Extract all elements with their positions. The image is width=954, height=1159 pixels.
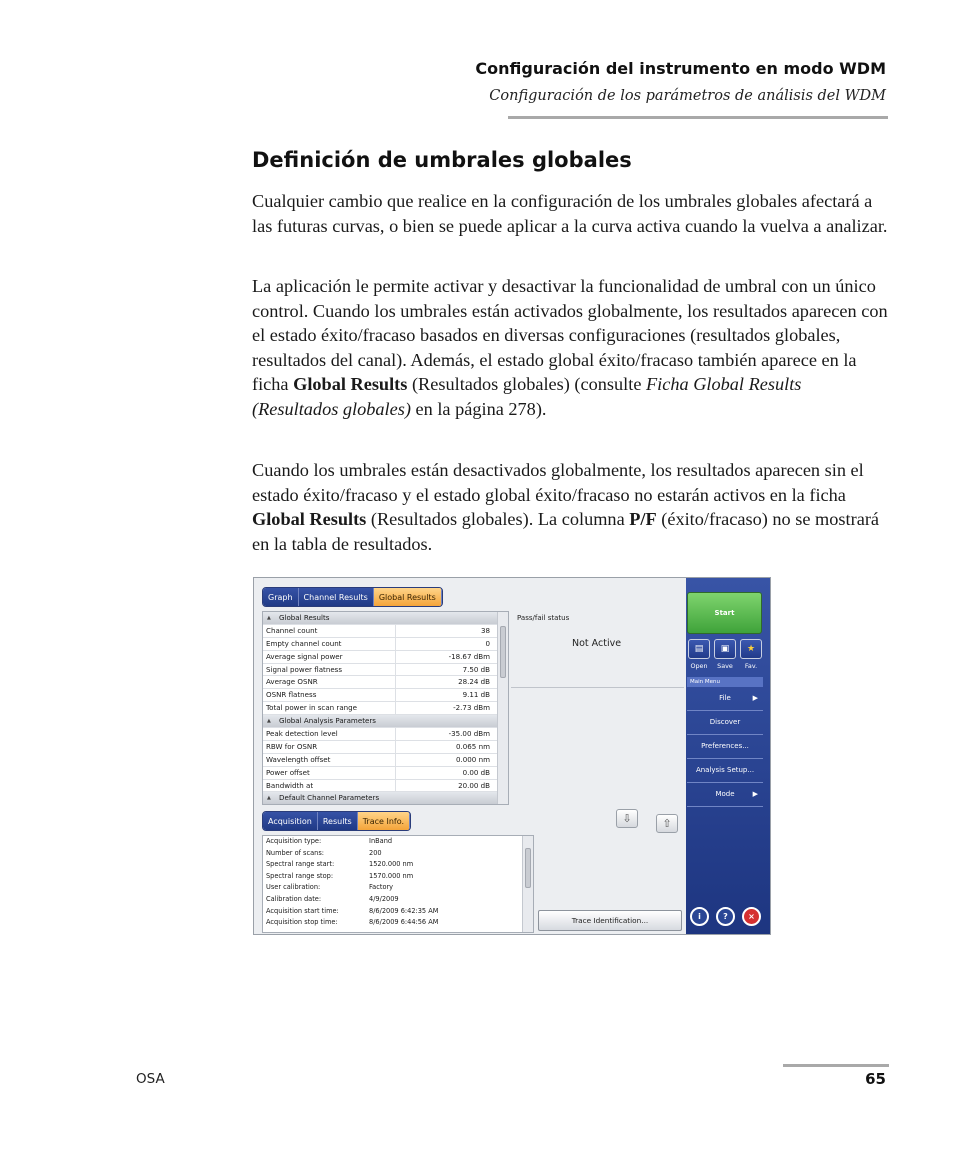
list-item bbox=[263, 871, 533, 883]
row-value: 38 bbox=[480, 625, 490, 635]
row-value: 7.50 dB bbox=[462, 664, 490, 674]
trace-value: 8/6/2009 6:44:56 AM bbox=[369, 918, 439, 927]
arrow-up-icon[interactable]: ⇧ bbox=[656, 814, 678, 833]
table-row bbox=[263, 780, 508, 793]
row-label: OSNR flatness bbox=[263, 689, 396, 701]
trace-label: Acquisition start time: bbox=[266, 906, 339, 915]
row-value: -2.73 dBm bbox=[453, 703, 490, 713]
trace-value: Factory bbox=[369, 883, 394, 892]
row-value: 28.24 dB bbox=[458, 677, 490, 687]
list-item bbox=[263, 848, 533, 860]
table-group-header[interactable] bbox=[263, 715, 508, 728]
start-button[interactable]: Start bbox=[687, 592, 762, 634]
trace-label: Acquisition type: bbox=[266, 837, 322, 845]
row-label: Wavelength offset bbox=[263, 754, 396, 766]
menu-item-analysis-setup[interactable]: Analysis Setup... bbox=[687, 759, 763, 783]
chapter-title: Configuración del instrumento en modo WDM bbox=[475, 59, 886, 78]
table-row bbox=[263, 741, 508, 754]
chevron-right-icon: ▶ bbox=[752, 694, 758, 702]
divider bbox=[511, 687, 684, 688]
info-icon[interactable]: i bbox=[690, 907, 709, 926]
table-row bbox=[263, 767, 508, 780]
trace-info-rows bbox=[263, 836, 533, 929]
table-group-header[interactable] bbox=[263, 612, 508, 625]
list-item bbox=[263, 906, 533, 918]
row-label: Total power in scan range bbox=[263, 702, 396, 714]
paragraph-1: Cualquier cambio que realice en la configuración de los umbrales globales afectará a las futuras curvas, o bien se puede aplicar a la curva activa cuando la vuelva a analizar. bbox=[252, 191, 888, 236]
menu-item-file[interactable]: File ▶ bbox=[687, 687, 763, 711]
pass-fail-label: Pass/fail status bbox=[517, 614, 570, 622]
trace-value: 1520.000 nm bbox=[369, 860, 414, 869]
trace-label: Spectral range start: bbox=[266, 860, 335, 869]
chevron-right-icon: ▶ bbox=[752, 790, 758, 798]
help-icon[interactable]: ? bbox=[716, 907, 735, 926]
trace-value: 8/6/2009 6:42:35 AM bbox=[369, 906, 439, 915]
table-row bbox=[263, 702, 508, 715]
menu-item-mode[interactable]: Mode ▶ bbox=[687, 783, 763, 807]
list-item bbox=[263, 882, 533, 894]
menu-item-discover[interactable]: Discover bbox=[687, 711, 763, 735]
trace-value: 4/9/2009 bbox=[369, 894, 399, 903]
table-row bbox=[263, 676, 508, 689]
pass-fail-value: Not Active bbox=[572, 638, 622, 649]
cross-reference-link[interactable]: Ficha Global Results (Resultados globales) bbox=[252, 374, 802, 419]
trace-label: Calibration date: bbox=[266, 894, 322, 903]
results-scrollbar[interactable] bbox=[497, 612, 508, 804]
close-icon[interactable]: × bbox=[742, 907, 761, 926]
paragraph-2: La aplicación le permite activar y desactivar la funcionalidad de umbral con un único control. Cuando los umbrales están activados globalmente, los resultados aparecen con el estado éxito/fracaso basados en diversas configuraciones (resultados globales, resultados del canal). Además, el estado global éxito/fracaso también aparece en la ficha Global Results (Resultados globales) (consulte Ficha Global Results (Resultados globales) en la página 278). bbox=[252, 276, 888, 419]
row-label: ▲ Default Channel Parameters bbox=[263, 792, 494, 804]
trace-info-panel bbox=[262, 835, 534, 933]
row-value: 0.000 nm bbox=[456, 754, 490, 764]
table-row bbox=[263, 728, 508, 741]
row-label: Power offset bbox=[263, 767, 396, 779]
tab-results[interactable]: Results bbox=[318, 812, 358, 830]
trace-scrollbar[interactable] bbox=[522, 836, 533, 932]
table-row bbox=[263, 754, 508, 767]
top-tabs bbox=[262, 587, 443, 607]
row-value: 0.00 dB bbox=[462, 767, 490, 777]
main-menu-header: Main Menu bbox=[687, 677, 763, 687]
table-row bbox=[263, 638, 508, 651]
list-item bbox=[263, 894, 533, 906]
row-label: ▲ Global Results bbox=[263, 612, 494, 624]
list-item bbox=[263, 917, 533, 929]
row-label: Channel count bbox=[263, 625, 396, 637]
row-label: Average OSNR bbox=[263, 676, 396, 688]
page-number: 65 bbox=[865, 1070, 886, 1088]
row-label: Average signal power bbox=[263, 651, 396, 663]
results-rows bbox=[263, 612, 508, 805]
trace-value: 200 bbox=[369, 848, 382, 857]
scrollbar-thumb[interactable] bbox=[525, 848, 531, 888]
footer-rule bbox=[783, 1064, 889, 1067]
folder-open-icon[interactable]: ▤ bbox=[688, 639, 710, 659]
open-label: Open bbox=[690, 662, 708, 670]
row-value: 9.11 dB bbox=[462, 690, 490, 700]
row-label: ▲ Global Analysis Parameters bbox=[263, 715, 494, 727]
row-value: 0 bbox=[485, 638, 490, 648]
tab-acquisition[interactable]: Acquisition bbox=[263, 812, 318, 830]
row-label: Signal power flatness bbox=[263, 664, 396, 676]
tab-channel-results[interactable]: Channel Results bbox=[299, 588, 374, 606]
trace-label: Number of scans: bbox=[266, 848, 324, 857]
star-icon[interactable]: ★ bbox=[740, 639, 762, 659]
paragraph-3: Cuando los umbrales están desactivados globalmente, los resultados aparecen sin el estado éxito/fracaso y el estado global éxito/fracaso no estarán activos en la ficha Global Results (Resultados globales). La columna P/F (éxito/fracaso) no se mostrará en la tabla de resultados. bbox=[252, 460, 880, 554]
row-value: 0.065 nm bbox=[456, 741, 490, 751]
table-row bbox=[263, 689, 508, 702]
row-value: -35.00 dBm bbox=[448, 729, 490, 739]
fav-label: Fav. bbox=[744, 662, 758, 670]
trace-identification-button[interactable]: Trace Identification... bbox=[538, 910, 682, 931]
table-row bbox=[263, 625, 508, 638]
menu-item-preferences[interactable]: Preferences... bbox=[687, 735, 763, 759]
table-row bbox=[263, 664, 508, 677]
trace-label: User calibration: bbox=[266, 883, 321, 892]
header-rule bbox=[508, 116, 888, 119]
save-icon[interactable]: ▣ bbox=[714, 639, 736, 659]
save-label: Save bbox=[717, 662, 733, 670]
list-item bbox=[263, 836, 533, 848]
trace-label: Acquisition stop time: bbox=[266, 918, 338, 927]
table-row bbox=[263, 651, 508, 664]
tab-global-results[interactable]: Global Results bbox=[374, 588, 442, 606]
row-label: Bandwidth at bbox=[263, 780, 396, 792]
bottom-tabs bbox=[262, 811, 411, 831]
app-screenshot bbox=[253, 577, 771, 935]
trace-value: InBand bbox=[369, 837, 393, 845]
row-value: -18.67 dBm bbox=[448, 651, 490, 661]
footer-product: OSA bbox=[136, 1071, 165, 1087]
trace-value: 1570.000 nm bbox=[369, 871, 414, 880]
trace-label: Spectral range stop: bbox=[266, 871, 334, 880]
global-results-table bbox=[262, 611, 509, 805]
scrollbar-thumb[interactable] bbox=[500, 626, 506, 678]
page-title: Definición de umbrales globales bbox=[252, 148, 632, 172]
arrow-down-icon[interactable]: ⇩ bbox=[616, 809, 638, 828]
row-label: Empty channel count bbox=[263, 638, 396, 650]
tab-graph[interactable]: Graph bbox=[263, 588, 299, 606]
row-value: 20.00 dB bbox=[458, 780, 490, 790]
tab-trace-info[interactable]: Trace Info. bbox=[358, 812, 410, 830]
section-subtitle: Configuración de los parámetros de análisis del WDM bbox=[489, 88, 886, 104]
row-label: RBW for OSNR bbox=[263, 741, 396, 753]
table-group-header[interactable] bbox=[263, 792, 508, 805]
pass-fail-panel bbox=[511, 611, 683, 687]
row-label: Peak detection level bbox=[263, 728, 396, 740]
list-item bbox=[263, 859, 533, 871]
